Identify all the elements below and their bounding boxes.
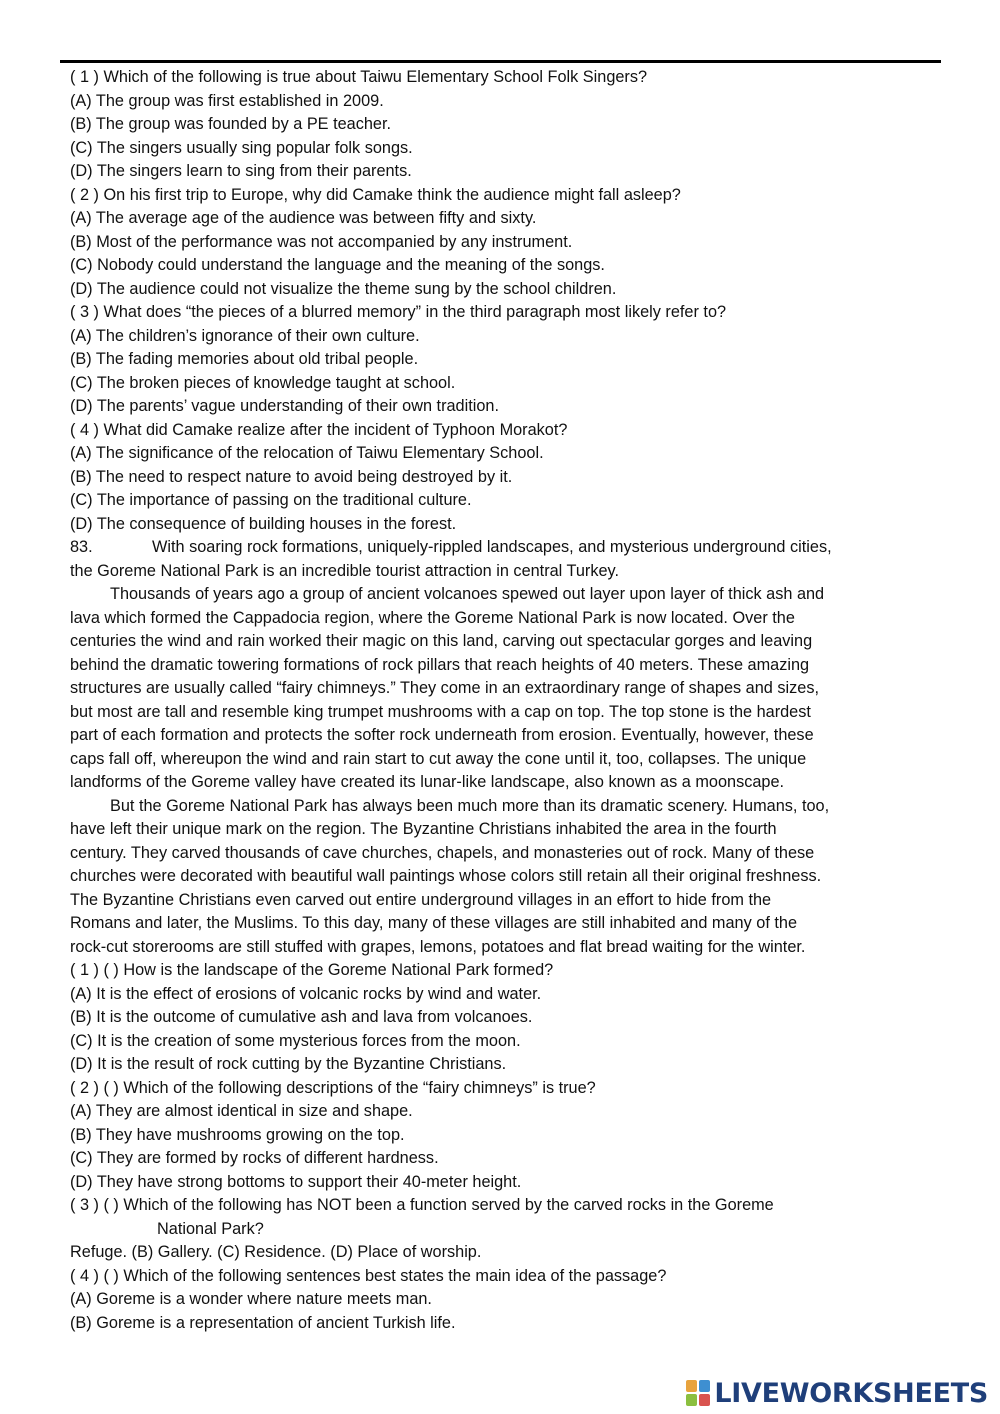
question-stem: ( 4 ) ( ) Which of the following sentences best states the main idea of the passage?: [70, 1266, 667, 1285]
passage-line: century. They carved thousands of cave churches, chapels, and monasteries out of rock. Many of these: [70, 843, 815, 862]
part1-question-4: [70, 419, 950, 537]
option-c: (C) They are formed by rocks of different hardness.: [70, 1149, 439, 1167]
option-b: (B) Most of the performance was not accompanied by any instrument.: [70, 232, 573, 251]
question-stem: ( 3 ) ( ) Which of the following has NOT been a function served by the carved rocks in the Goreme: [70, 1196, 774, 1214]
liveworksheets-logo-icon: [686, 1380, 710, 1406]
question-stem: ( 3 ) What does “the pieces of a blurred memory” in the third paragraph most likely refer to?: [70, 303, 727, 321]
logo-wordmark: LIVEWORKSHEETS: [714, 1377, 988, 1409]
option-b: (B) They have mushrooms growing on the top.: [70, 1125, 405, 1144]
question-stem-continued: National Park?: [157, 1219, 264, 1238]
option-a: (A) The average age of the audience was between fifty and sixty.: [70, 209, 537, 227]
option-d: (D) The parents’ vague understanding of their own tradition.: [70, 397, 499, 415]
passage-number: 83.: [70, 538, 93, 556]
part2-question-1: [70, 959, 950, 1077]
option-c: (C) The broken pieces of knowledge taught at school.: [70, 373, 456, 392]
option-b: (B) Goreme is a representation of ancient Turkish life.: [70, 1313, 456, 1332]
passage-line: but most are tall and resemble king trumpet mushrooms with a cap on top. The top stone is the hardest: [70, 702, 811, 721]
option-a: (A) It is the effect of erosions of volcanic rocks by wind and water.: [70, 984, 542, 1003]
part1-question-2: [70, 184, 950, 302]
passage-line: caps fall off, whereupon the wind and rain start to cut away the cone until it, too, collapses. The unique: [70, 749, 807, 768]
option-d: (D) The singers learn to sing from their parents.: [70, 162, 412, 180]
option-c: (C) Nobody could understand the language and the meaning of the songs.: [70, 256, 605, 274]
passage-line: structures are usually called “fairy chimneys.” They come in an extraordinary range of shapes and sizes,: [70, 679, 819, 697]
passage-line: behind the dramatic towering formations of rock pillars that reach heights of 40 meters. These amazing: [70, 655, 810, 674]
part1-question-3: [70, 301, 950, 419]
option-c: (C) The singers usually sing popular folk songs.: [70, 138, 413, 157]
option-c: (C) The importance of passing on the traditional culture.: [70, 491, 472, 509]
passage-line: But the Goreme National Park has always been much more than its dramatic scenery. Humans, too,: [110, 796, 830, 815]
option-a: (A) The group was first established in 2009.: [70, 91, 384, 110]
passage-line: rock-cut storerooms are still stuffed with grapes, lemons, potatoes and flat bread waiting for the winter.: [70, 937, 806, 956]
passage-first-line: [70, 536, 950, 560]
question-stem: ( 2 ) ( ) Which of the following descriptions of the “fairy chimneys” is true?: [70, 1078, 596, 1097]
option-d: (D) They have strong bottoms to support their 40-meter height.: [70, 1172, 522, 1191]
option-a: (A) The significance of the relocation of Taiwu Elementary School.: [70, 444, 544, 462]
part1-question-1: [70, 66, 950, 184]
passage-line: The Byzantine Christians even carved out entire underground villages in an effort to hide from the: [70, 890, 772, 909]
passage-line: lava which formed the Cappadocia region, where the Goreme National Park is now located. Over the: [70, 608, 795, 627]
passage-line: Romans and later, the Muslims. To this day, many of these villages are still inhabited and many of the: [70, 914, 798, 932]
liveworksheets-logo: [686, 1376, 988, 1410]
option-d: (D) It is the result of rock cutting by the Byzantine Christians.: [70, 1055, 507, 1073]
option-b: (B) The group was founded by a PE teacher.: [70, 115, 391, 133]
passage-line: centuries the wind and rain worked their magic on this land, carving out spectacular gorges and leaving: [70, 632, 813, 650]
part2-question-4: [70, 1265, 950, 1336]
passage-line: churches were decorated with beautiful wall paintings whose colors still retain all their original freshness.: [70, 867, 822, 885]
passage-line: part of each formation and protects the softer rock underneath from erosion. Eventually, however, these: [70, 726, 814, 744]
passage-text: With soaring rock formations, uniquely-rippled landscapes, and mysterious underground cities,: [152, 538, 832, 556]
part2-question-2: [70, 1077, 950, 1195]
options-line: Refuge. (B) Gallery. (C) Residence. (D) Place of worship.: [70, 1243, 482, 1261]
option-d: (D) The consequence of building houses in the forest.: [70, 514, 457, 533]
question-stem: ( 4 ) What did Camake realize after the incident of Typhoon Morakot?: [70, 420, 568, 439]
option-d: (D) The audience could not visualize the theme sung by the school children.: [70, 279, 617, 298]
passage-line: have left their unique mark on the region. The Byzantine Christians inhabited the area in the fourth: [70, 820, 777, 838]
option-b: (B) It is the outcome of cumulative ash and lava from volcanoes.: [70, 1008, 533, 1026]
part2-question-3: [70, 1194, 950, 1265]
question-stem: ( 1 ) ( ) How is the landscape of the Goreme National Park formed?: [70, 961, 554, 979]
passage-line: the Goreme National Park is an incredible tourist attraction in central Turkey.: [70, 561, 619, 580]
option-c: (C) It is the creation of some mysterious forces from the moon.: [70, 1031, 521, 1050]
top-rule: [60, 60, 941, 63]
reading-passage: [70, 536, 950, 959]
option-a: (A) The children’s ignorance of their own culture.: [70, 326, 420, 345]
option-a: (A) Goreme is a wonder where nature meets man.: [70, 1290, 432, 1308]
passage-line: Thousands of years ago a group of ancient volcanoes spewed out layer upon layer of thick ash and: [110, 585, 825, 603]
question-stem: ( 1 ) Which of the following is true about Taiwu Elementary School Folk Singers?: [70, 68, 648, 86]
option-a: (A) They are almost identical in size and shape.: [70, 1102, 413, 1120]
option-b: (B) The fading memories about old tribal people.: [70, 350, 419, 368]
passage-line: landforms of the Goreme valley have created its lunar-like landscape, also known as a moonscape.: [70, 773, 785, 791]
question-stem: ( 2 ) On his first trip to Europe, why did Camake think the audience might fall asleep?: [70, 185, 681, 204]
option-b: (B) The need to respect nature to avoid being destroyed by it.: [70, 467, 513, 486]
worksheet-content: [70, 66, 950, 1335]
